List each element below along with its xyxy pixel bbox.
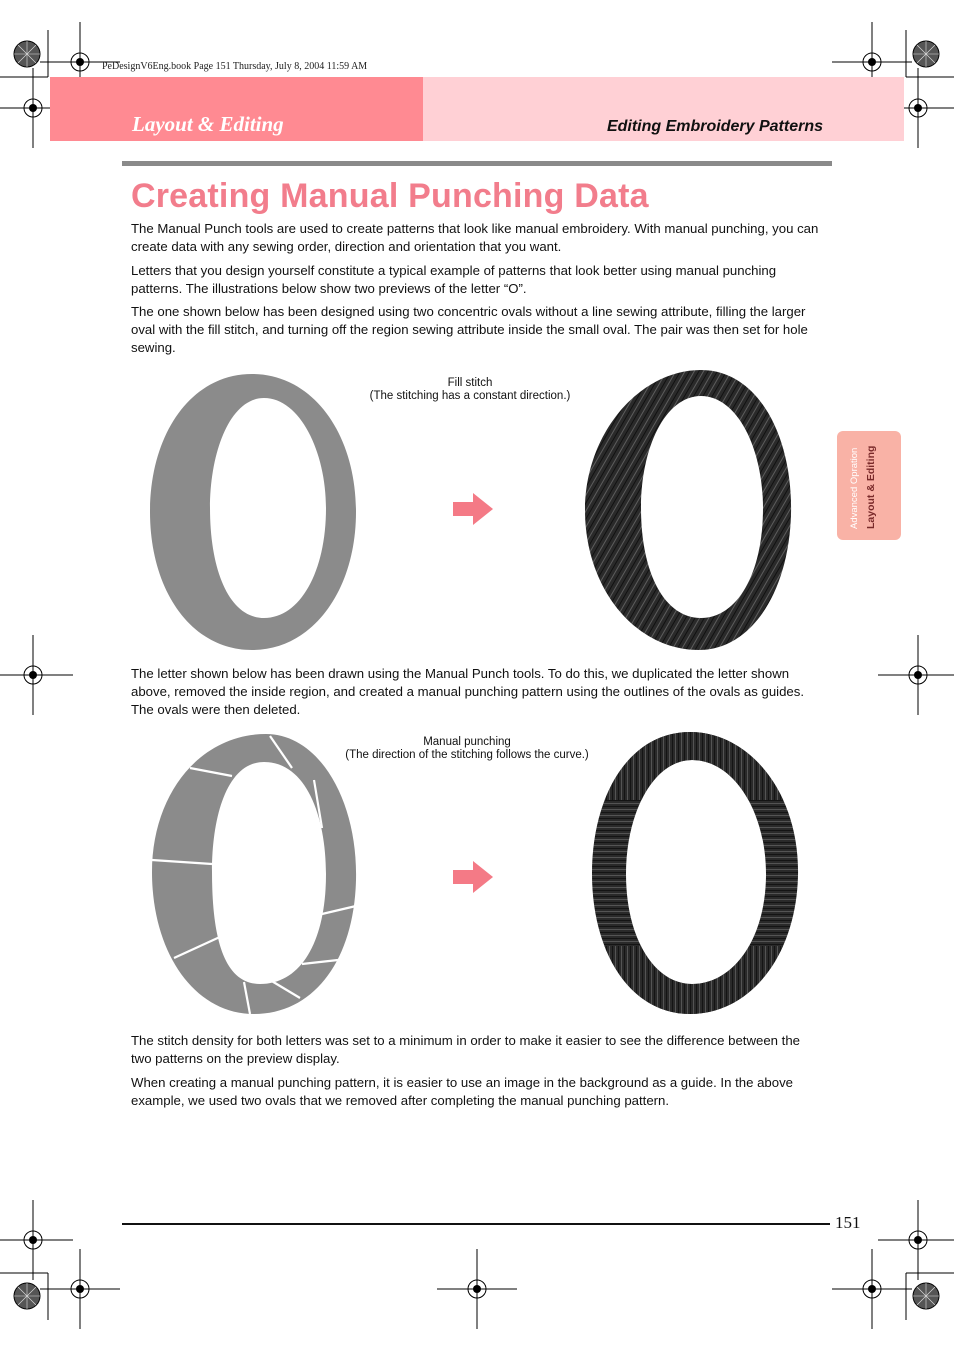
page-number: 151 [835,1213,861,1232]
fill-stitch-rendered-preview [583,368,795,652]
header-section-bar [50,77,423,141]
header-chapter-bar [423,77,904,141]
side-tab-section: Layout & Editing [865,445,877,529]
crop-mark-icon [0,1200,73,1280]
color-wheel-icon [14,41,40,67]
arrow-right-icon [451,491,495,527]
crop-mark-icon [0,635,73,715]
letters-paragraph: Letters that you design yourself constitute a typical example of patterns that look better using manual punching patterns. The illustrations below show two previews of the letter “O”. [131,263,777,296]
arrow-right-icon [451,859,495,895]
side-tab [837,431,901,540]
manual-punching-rendered-preview [590,730,802,1016]
fill-stitch-caption: Fill stitch (The stitching has a constant direction.) [369,377,571,402]
manual-punching-outline-preview [150,732,360,1016]
color-wheel-icon [913,41,939,67]
fill-stitch-outline-preview [148,372,358,652]
background-image-paragraph: When creating a manual punching pattern, it is easier to use an image in the background as a guide. In the above example, we used two ovals that we removed after completing the manual punching pattern. [131,1075,793,1108]
density-paragraph: The stitch density for both letters was set to a minimum in order to make it easier to see the difference between the two patterns on the preview display. [131,1033,800,1066]
header-chapter-title: Editing Embroidery Patterns [606,118,823,135]
manual-punch-paragraph: The letter shown below has been drawn using the Manual Punch tools. To do this, we duplicated the letter shown above, removed the inside region, and created a manual punching pattern using the outlines of the ovals as guides. The ovals were then deleted. [131,666,805,717]
print-info: PeDesignV6Eng.book Page 151 Thursday, July 8, 2004 11:59 AM [102,61,368,72]
ovals-paragraph: The one shown below has been designed using two concentric ovals without a line sewing attribute, filling the larger oval with the fill stitch, and turning off the region sewing attribute inside the small oval. The pair was then set for hole sewing. [131,304,808,355]
page-title: Creating Manual Punching Data [131,177,649,215]
crop-mark-icon [832,1249,912,1329]
manual-punching-caption: Manual punching (The direction of the stitching follows the curve.) [345,736,589,761]
crop-mark-icon [878,635,954,715]
color-wheel-icon [913,1283,939,1309]
crop-mark-icon [437,1249,517,1329]
color-wheel-icon [14,1283,40,1309]
crop-mark-icon [878,1200,954,1280]
side-tab-category: Advanced Opration [849,447,860,529]
header-section-title: Layout & Editing [132,112,284,136]
intro-paragraph: The Manual Punch tools are used to create patterns that look like manual embroidery. With manual punching, you can create data with any sewing order, direction and orientation that you want. [131,221,819,254]
crop-mark-icon [40,1249,120,1329]
title-rule [122,161,832,166]
footer-rule [122,1223,830,1225]
